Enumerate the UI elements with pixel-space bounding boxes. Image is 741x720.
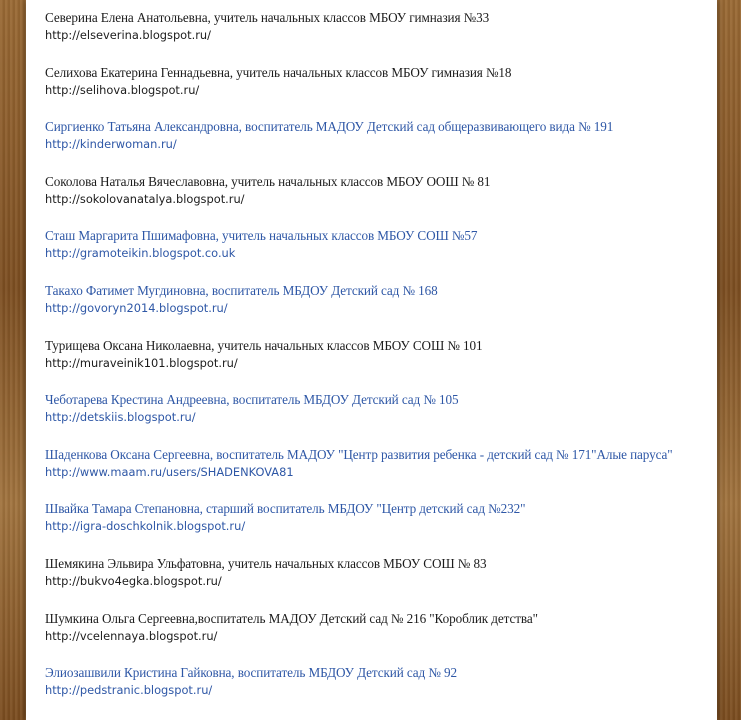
entry-title: Чеботарева Крестина Андреевна, воспитатель МБДОУ Детский сад № 105 [45,392,459,408]
list-item [45,282,713,337]
entry-title: Такахо Фатимет Мугдиновна, воспитатель МБДОУ Детский сад № 168 [45,282,438,298]
entry-link[interactable]: http://sokolovanatalya.blogspot.ru/ [45,191,245,206]
list-item [45,337,713,392]
document-page [26,0,717,720]
wood-frame-left [0,0,26,720]
entry-link[interactable]: http://bukvo4egka.blogspot.ru/ [45,573,222,588]
entry-title: Швайка Тамара Степановна, старший воспитатель МБДОУ "Центр детский сад №232" [45,501,526,517]
entry-link[interactable]: http://pedstranic.blogspot.ru/ [45,683,213,698]
teacher-list [45,9,713,719]
entry-title: Шаденкова Оксана Сергеевна, воспитатель МАДОУ "Центр развития ребенка - детский сад № 171"Алые паруса" [45,446,673,462]
entry-link[interactable]: http://kinderwoman.ru/ [45,137,177,152]
entry-link[interactable]: http://elseverina.blogspot.ru/ [45,28,211,42]
entry-title: Элиозашвили Кристина Гайковна, воспитатель МБДОУ Детский сад № 92 [45,665,458,681]
entry-link[interactable]: http://www.maam.ru/users/SHADENKOVA81 [45,464,294,479]
entry-title: Северина Елена Анатольевна, учитель начальных классов МБОУ гимназия №33 [45,10,490,25]
entry-title: Сиргиенко Татьяна Александровна, воспитатель МАДОУ Детский сад общеразвивающего вида № 191 [45,119,614,135]
entry-link[interactable]: http://gramoteikin.blogspot.co.uk [45,246,236,261]
entry-link[interactable]: http://vcelennaya.blogspot.ru/ [45,628,218,643]
list-item [45,555,713,610]
entry-title: Сташ Маргарита Пшимафовна, учитель начальных классов МБОУ СОШ №57 [45,228,478,244]
entry-title: Соколова Наталья Вячеславовна, учитель начальных классов МБОУ ООШ № 81 [45,173,491,189]
list-item [45,64,713,119]
list-item [45,9,713,64]
entry-title: Турищева Оксана Николаевна, учитель начальных классов МБОУ СОШ № 101 [45,337,483,353]
list-item [45,446,713,501]
list-item [45,500,713,555]
entry-title: Шемякина Эльвира Ульфатовна, учитель начальных классов МБОУ СОШ № 83 [45,555,487,571]
wood-frame-right [717,0,741,720]
list-item [45,664,713,719]
list-item [45,173,713,228]
entry-title: Селихова Екатерина Геннадьевна, учитель начальных классов МБОУ гимназия №18 [45,64,512,80]
entry-link[interactable]: http://detskiis.blogspot.ru/ [45,410,196,425]
list-item [45,610,713,665]
list-item [45,118,713,173]
entry-link[interactable]: http://govoryn2014.blogspot.ru/ [45,300,228,315]
entry-title: Шумкина Ольга Сергеевна,воспитатель МАДОУ Детский сад № 216 "Короблик детства" [45,610,538,626]
list-item [45,227,713,282]
entry-link[interactable]: http://selihova.blogspot.ru/ [45,82,200,97]
entry-link[interactable]: http://muraveinik101.blogspot.ru/ [45,355,238,370]
entry-link[interactable]: http://igra-doschkolnik.blogspot.ru/ [45,519,246,534]
list-item [45,391,713,446]
